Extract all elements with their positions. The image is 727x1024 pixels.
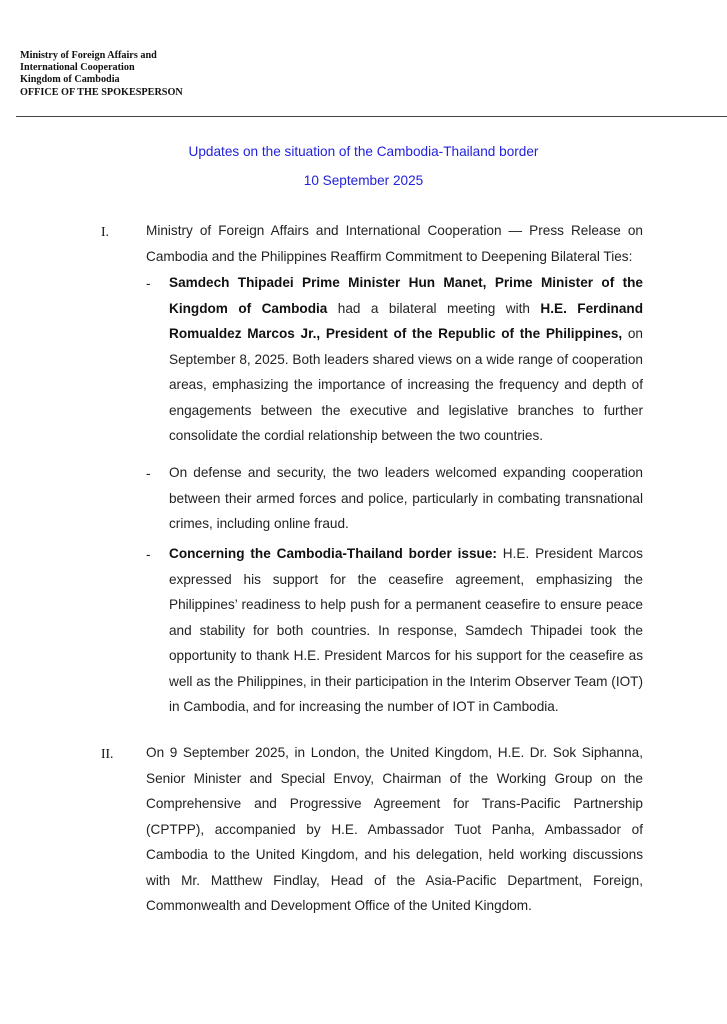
letterhead-cooperation: International Cooperation	[20, 62, 135, 74]
document-title	[0, 143, 727, 190]
bullet-1-text-a: had a bilateral meeting with	[327, 300, 541, 316]
bullet-3	[169, 541, 643, 720]
letterhead-office: OFFICE OF THE SPOKESPERSON	[20, 86, 183, 98]
section-1-heading-text: Ministry of Foreign Affairs and International Cooperation — Press Release on Cambodia and the Philippines Reaffirm Commitment to Deepening Bilateral Ties:	[146, 223, 643, 264]
title-date: 10 September 2025	[303, 173, 424, 188]
letterhead	[20, 50, 183, 99]
section-2-numeral: II.	[101, 746, 114, 761]
letterhead-kingdom: Kingdom of Cambodia	[20, 74, 120, 86]
bullet-3-text: H.E. President Marcos expressed his support for the ceasefire agreement, emphasizing the Philippines’ readiness to help push for a permanent ceasefire to ensure peace and stability for both countries. In response, Samdech Thipadei took the opportunity to thank H.E. President Marcos for his support for the ceasefire as well as the Philippines, in their participation in the Interim Observer Team (IOT) in Cambodia, and for increasing the number of IOT in Cambodia.	[169, 546, 643, 714]
title-heading: Updates on the situation of the Cambodia-Thailand border	[188, 144, 539, 159]
bullet-1	[169, 270, 643, 449]
bullet-3-dash: -	[146, 547, 151, 562]
bullet-1-dash: -	[146, 276, 151, 291]
bullet-1-bold-president: H.E. Ferdinand Romualdez Marcos Jr., President of the Republic of the Philippines,	[169, 300, 643, 341]
header-divider	[16, 116, 727, 117]
letterhead-ministry: Ministry of Foreign Affairs and	[20, 50, 157, 61]
bullet-1-bold-prime-minister: Samdech Thipadei Prime Minister Hun Manet, Prime Minister of the Kingdom of Cambodia	[169, 275, 643, 316]
section-1-heading	[146, 218, 643, 269]
section-1-numeral: I.	[101, 224, 109, 239]
bullet-3-bold-border-issue: Concerning the Cambodia-Thailand border issue:	[169, 546, 497, 561]
bullet-2-text: On defense and security, the two leaders welcomed expanding cooperation between their armed forces and police, particularly in combating transnational crimes, including online fraud.	[169, 465, 643, 531]
bullet-1-text-b: on September 8, 2025. Both leaders shared views on a wide range of cooperation areas, emphasizing the importance of increasing the frequency and depth of engagements between the executive and legislative branches to further consolidate the cordial relationship between the two countries.	[169, 326, 643, 443]
section-2-text: On 9 September 2025, in London, the United Kingdom, H.E. Dr. Sok Siphanna, Senior Minister and Special Envoy, Chairman of the Working Group on the Comprehensive and Progressive Agreement for Trans-Pacific Partnership (CPTPP), accompanied by H.E. Ambassador Tuot Panha, Ambassador of Cambodia to the United Kingdom, and his delegation, held working discussions with Mr. Matthew Findlay, Head of the Asia-Pacific Department, Foreign, Commonwealth and Development Office of the United Kingdom.	[146, 745, 643, 913]
bullet-2	[169, 460, 643, 537]
section-2-paragraph	[146, 740, 643, 919]
bullet-2-dash: -	[146, 466, 151, 481]
